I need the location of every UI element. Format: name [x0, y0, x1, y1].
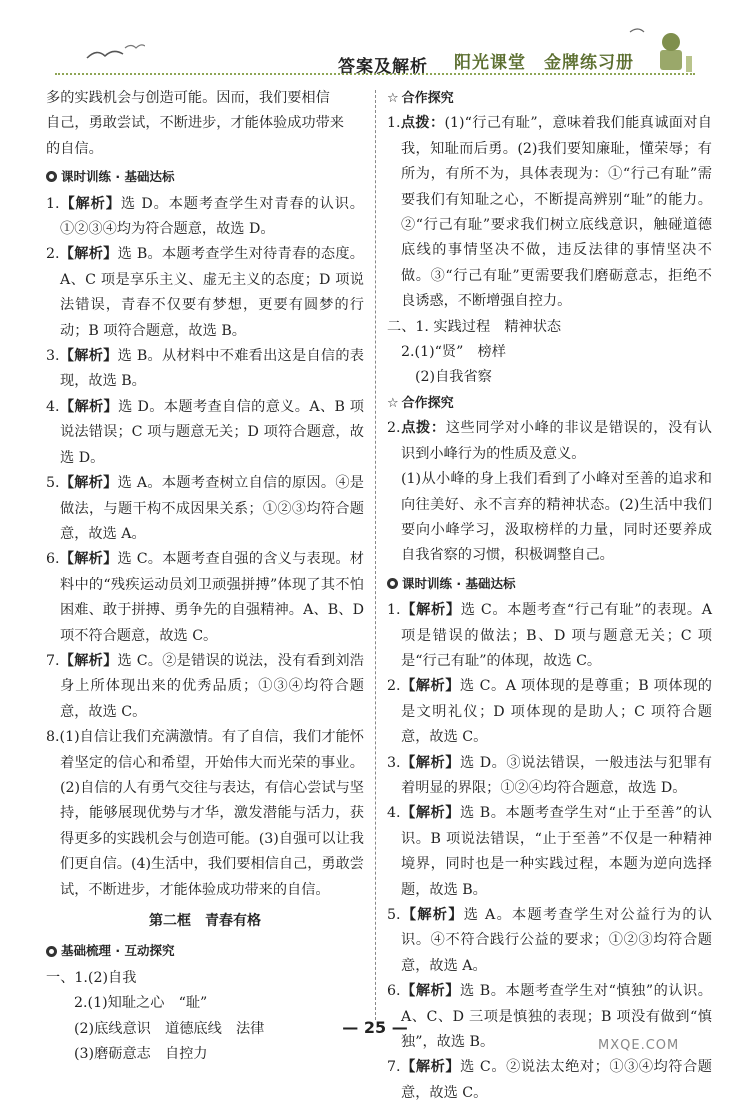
outline-line: 2.(1)知耻之心 “耻” [74, 995, 208, 1012]
item-number: 1. [387, 602, 401, 619]
answer-item [46, 344, 364, 395]
header-dotted-line [55, 73, 695, 75]
column-divider [375, 90, 376, 1020]
item-number: 4. [46, 398, 60, 415]
item-text: 选 D。本题考查学生对青春的认识。①②③④均为符合题意，故选 D。 [60, 195, 364, 238]
item-text: 选 D。本题考查自信的意义。A、B 项说法错误；C 项与题意无关；D 项符合题意，故选 D。 [60, 398, 364, 466]
answer-item [387, 801, 712, 903]
item-text: 选 D。③说法错误，一般违法与犯罪有着明显的界限；①②④均符合题意，故选 D。 [401, 754, 712, 796]
item-text: 选 A。本题考查学生对公益行为的认识。④不符合践行公益的要求；①②③均符合题意，故选 A。 [401, 907, 712, 974]
item-number: 3. [46, 348, 60, 365]
item-keyword: 【解析】 [400, 602, 461, 619]
item-text: 选 B。本题考查学生对“止于至善”的认识。B 项说法错误，“止于至善”不仅是一种精神境界，同时也是一种实践过程，本题为逆向选择题，故选 B。 [401, 805, 712, 898]
item-keyword: 【解析】 [400, 907, 464, 923]
item-number: 3. [387, 754, 401, 771]
left-column [46, 86, 364, 1067]
item-text: 选 A。本题考查树立自信的原因。④是做法，与题干构不成因果关系；①②③均符合题意，故选 A。 [60, 475, 364, 542]
cooperation-tag-label: 合作探究 [401, 91, 454, 106]
section-tag-label: 课时训练 · 基础达标 [61, 169, 175, 185]
item-number: 2. [46, 246, 60, 263]
item-keyword: 【解析】 [59, 348, 118, 365]
answer-item [46, 547, 364, 649]
item-number: 1. [46, 195, 60, 212]
answer-item [46, 725, 364, 903]
answer-item [387, 903, 712, 979]
bird-icon [85, 40, 145, 70]
item-number: 5. [387, 907, 401, 923]
header-title: 答案及解析 [338, 57, 428, 77]
page-header [0, 0, 750, 86]
item-keyword: 【解析】 [59, 551, 118, 568]
item-number: 4. [387, 805, 401, 822]
outline-line: 2.(1)“贤” 榜样 [401, 344, 506, 361]
cooperation-tag [387, 391, 712, 416]
right-column [387, 86, 712, 1106]
answer-item [46, 395, 364, 471]
item-text: 选 C。本题考查自强的含义与表现。材料中的“残疾运动员刘卫顽强拼搏”体现了其不怕困难、敢于拼搏、勇争先的自强精神。A、B、D 项不符合题意，故选 C。 [60, 551, 364, 644]
section-tag-label: 基础梳理 · 互动探究 [61, 943, 175, 959]
answer-item [387, 1055, 712, 1106]
item-number: 6. [387, 983, 401, 1000]
item-keyword: 【解析】 [400, 678, 460, 695]
outline-line: (2)自我省察 [415, 369, 492, 386]
section-tag [387, 571, 712, 596]
item-number: 7. [387, 1059, 401, 1076]
intro-line: 自己，勇敢尝试，不断进步，才能体验成功带来 [46, 115, 344, 132]
answer-item [46, 471, 364, 547]
intro-line: 的自信。 [46, 140, 103, 157]
item-text: 选 C。本题考查“行己有耻”的表现。A 项是错误的做法；B、D 项与题意无关；C 项是“行己有耻”的体现，故选 C。 [401, 602, 712, 669]
item-keyword: 【解析】 [400, 805, 460, 822]
outline-line: 二、1. 实践过程 精神状态 [387, 318, 562, 335]
guidance-paragraph: (1)从小峰的身上我们看到了小峰对至善的追求和向往美好、永不言弃的精神状态。(2)生活中我们要向小峰学习，汲取榜样的力量，同时还要养成自我省察的习惯，积极调整自己。 [401, 471, 712, 564]
item-text: (1)自信让我们充满激情。有了自信，我们才能怀着坚定的信心和希望，开始伟大而光荣的事业。(2)自信的人有勇气交往与表达，有信心尝试与坚持，能够展现优势与才华，激发潜能与活力，获得更多的实践机会与创造可能。(3)自强可以让我们更自信。(4)生活中，我们要相信自己，勇敢尝试，不断进步，才能体验成功带来的自信。 [59, 729, 364, 898]
cooperation-tag [387, 86, 712, 111]
item-number: 2. [387, 420, 401, 437]
item-keyword: 【解析】 [59, 246, 118, 263]
item-keyword: 【解析】 [59, 195, 121, 212]
item-number: 7. [46, 652, 60, 669]
outline-line: (3)磨砺意志 自控力 [74, 1046, 208, 1063]
item-text: (1)“行己有耻”，意味着我们能真诚面对自我，知耻而后勇。(2)我们要知廉耻，懂荣辱；有所为，有所不为，具体表现为：①“行己有耻”需要我们有知耻之心，不断提高辨别“耻”的能力。②“行己有耻”要求我们树立底线意识，触碰道德底线的事情坚决不做，违反法律的事情坚决不做。③“行己有耻”更需要我们磨砺意志，拒绝不良诱惑，不断增强自控力。 [401, 115, 712, 310]
item-text: 选 B。从材料中不难看出这是自信的表现，故选 B。 [60, 348, 364, 390]
section-tag [46, 164, 364, 189]
item-text: 这些同学对小峰的非议是错误的，没有认识到小峰行为的性质及意义。 [401, 420, 712, 462]
item-text: 选 C。A 项体现的是尊重；B 项体现的是文明礼仪；D 项体现的是助人；C 项符合题意，故选 C。 [401, 678, 712, 746]
outline-line: (2)底线意识 道德底线 法律 [74, 1020, 265, 1037]
guidance-item [387, 416, 712, 467]
item-number: 1. [387, 115, 401, 132]
item-keyword: 点拨： [400, 420, 446, 437]
bullet-icon [387, 578, 398, 589]
item-keyword: 点拨： [400, 115, 445, 132]
bullet-icon [46, 171, 57, 182]
item-text: 选 B。本题考查学生对待青春的态度。A、C 项是享乐主义、虚无主义的态度；D 项说法错误，青春不仅要有梦想，更要有圆梦的行动；B 项符合题意，故选 B。 [60, 246, 364, 339]
section-tag [46, 938, 364, 963]
answer-item [387, 751, 712, 802]
subsection-title: 第二框 青春有格 [149, 913, 261, 929]
bullet-icon [46, 946, 57, 957]
item-number: 2. [387, 678, 401, 695]
item-number: 5. [46, 475, 60, 492]
cooperation-tag-label: 合作探究 [401, 395, 454, 411]
answer-item [46, 242, 364, 344]
guidance-item [387, 111, 712, 314]
watermark: MXQE.COM [598, 1038, 680, 1053]
item-keyword: 【解析】 [59, 652, 118, 669]
star-icon: ☆ [387, 91, 399, 106]
item-keyword: 【解析】 [59, 398, 119, 415]
item-text: 选 C。②说法太绝对；①③④均符合题意，故选 C。 [401, 1059, 712, 1101]
item-text: 选 B。本题考查学生对“慎独”的认识。A、C、D 三项是慎独的表现；B 项没有做到“慎独”，故选 B。 [401, 983, 712, 1051]
outline-line: 一、1.(2)自我 [46, 969, 137, 986]
item-number: 8. [46, 729, 60, 746]
item-text: 选 C。②是错误的说法，没有看到刘浩身上所体现出来的优秀品质；①③④均符合题意，故选 C。 [60, 652, 364, 720]
answer-item [387, 674, 712, 750]
item-keyword: 【解析】 [400, 983, 460, 1000]
section-tag-label: 课时训练 · 基础达标 [402, 575, 516, 591]
header-brand: 阳光课堂 金牌练习册 [454, 53, 634, 73]
intro-line: 多的实践机会与创造可能。因而，我们要相信 [46, 90, 330, 106]
answer-item [46, 192, 364, 243]
item-keyword: 【解析】 [400, 754, 460, 771]
answer-item [387, 598, 712, 674]
item-keyword: 【解析】 [59, 475, 118, 492]
page-number: — 25 — [342, 1018, 408, 1037]
star-icon: ☆ [387, 395, 399, 411]
item-keyword: 【解析】 [400, 1059, 461, 1076]
answer-item [46, 649, 364, 725]
item-number: 6. [46, 551, 60, 568]
